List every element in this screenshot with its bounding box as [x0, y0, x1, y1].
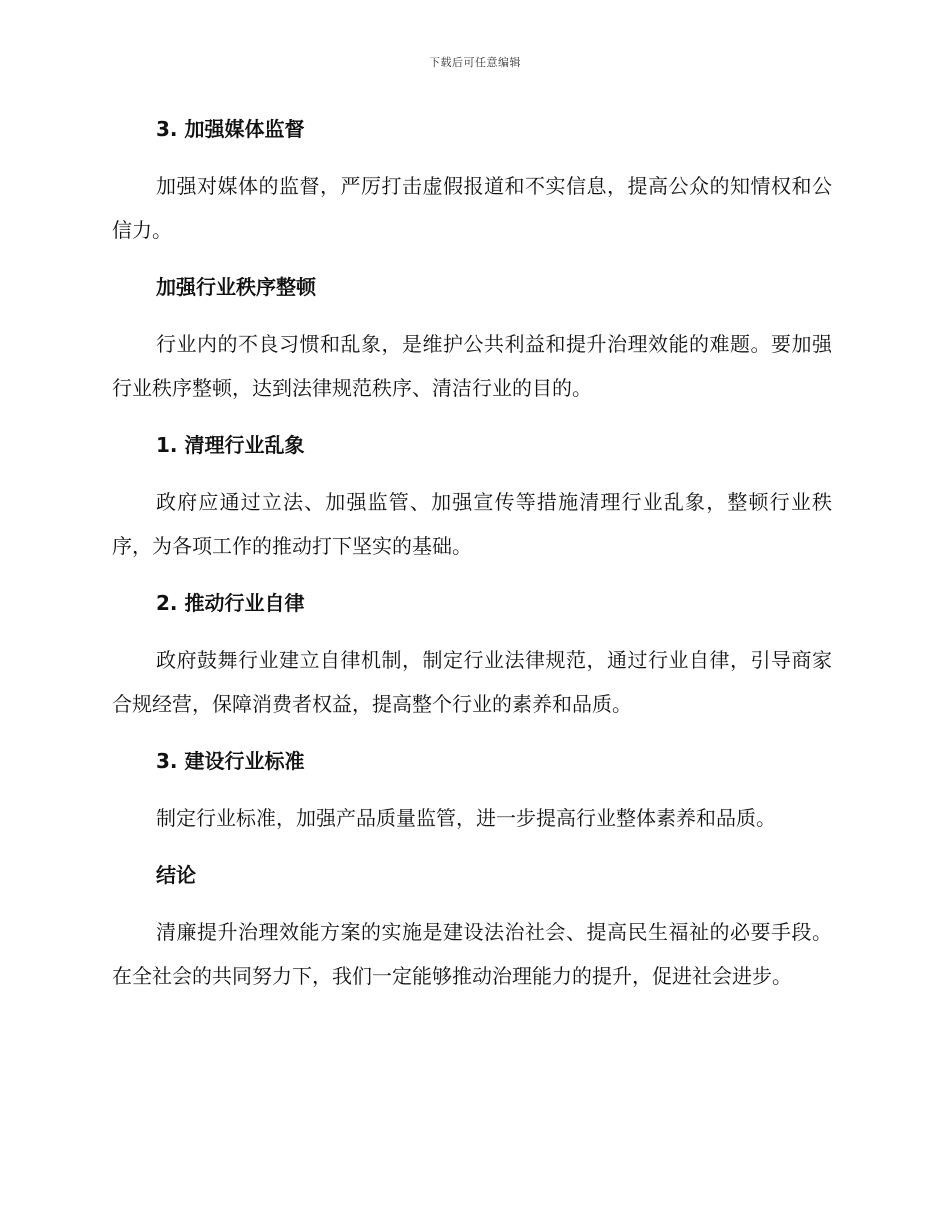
section-heading-standards: 3. 建设行业标准 — [156, 749, 305, 773]
section-heading-self-discipline: 2. 推动行业自律 — [156, 591, 305, 615]
section-heading-media-supervision: 3. 加强媒体监督 — [156, 117, 305, 141]
paragraph-conclusion: 清廉提升治理效能方案的实施是建设法治社会、提高民生福祉的必要手段。在全社会的共同努力下，我们一定能够推动治理能力的提升，促进社会进步。 — [112, 920, 832, 988]
paragraph-standards: 制定行业标准，加强产品质量监管，进一步提高行业整体素养和品质。 — [156, 806, 776, 830]
section-heading-industry-order: 加强行业秩序整顿 — [156, 275, 316, 299]
document-body — [112, 108, 832, 998]
paragraph-industry-order: 行业内的不良习惯和乱象，是维护公共利益和提升治理效能的难题。要加强行业秩序整顿，达到法律规范秩序、清洁行业的目的。 — [112, 332, 832, 400]
section-heading-conclusion: 结论 — [156, 863, 196, 887]
paragraph-self-discipline: 政府鼓舞行业建立自律机制，制定行业法律规范，通过行业自律，引导商家合规经营，保障消费者权益，提高整个行业的素养和品质。 — [112, 648, 832, 716]
section-heading-clean-up: 1. 清理行业乱象 — [156, 433, 305, 457]
header-note: 下载后可任意编辑 — [429, 56, 521, 69]
paragraph-clean-up: 政府应通过立法、加强监管、加强宣传等措施清理行业乱象，整顿行业秩序，为各项工作的推动打下坚实的基础。 — [112, 490, 832, 558]
paragraph-media-supervision: 加强对媒体的监督，严厉打击虚假报道和不实信息，提高公众的知情权和公信力。 — [112, 174, 832, 242]
